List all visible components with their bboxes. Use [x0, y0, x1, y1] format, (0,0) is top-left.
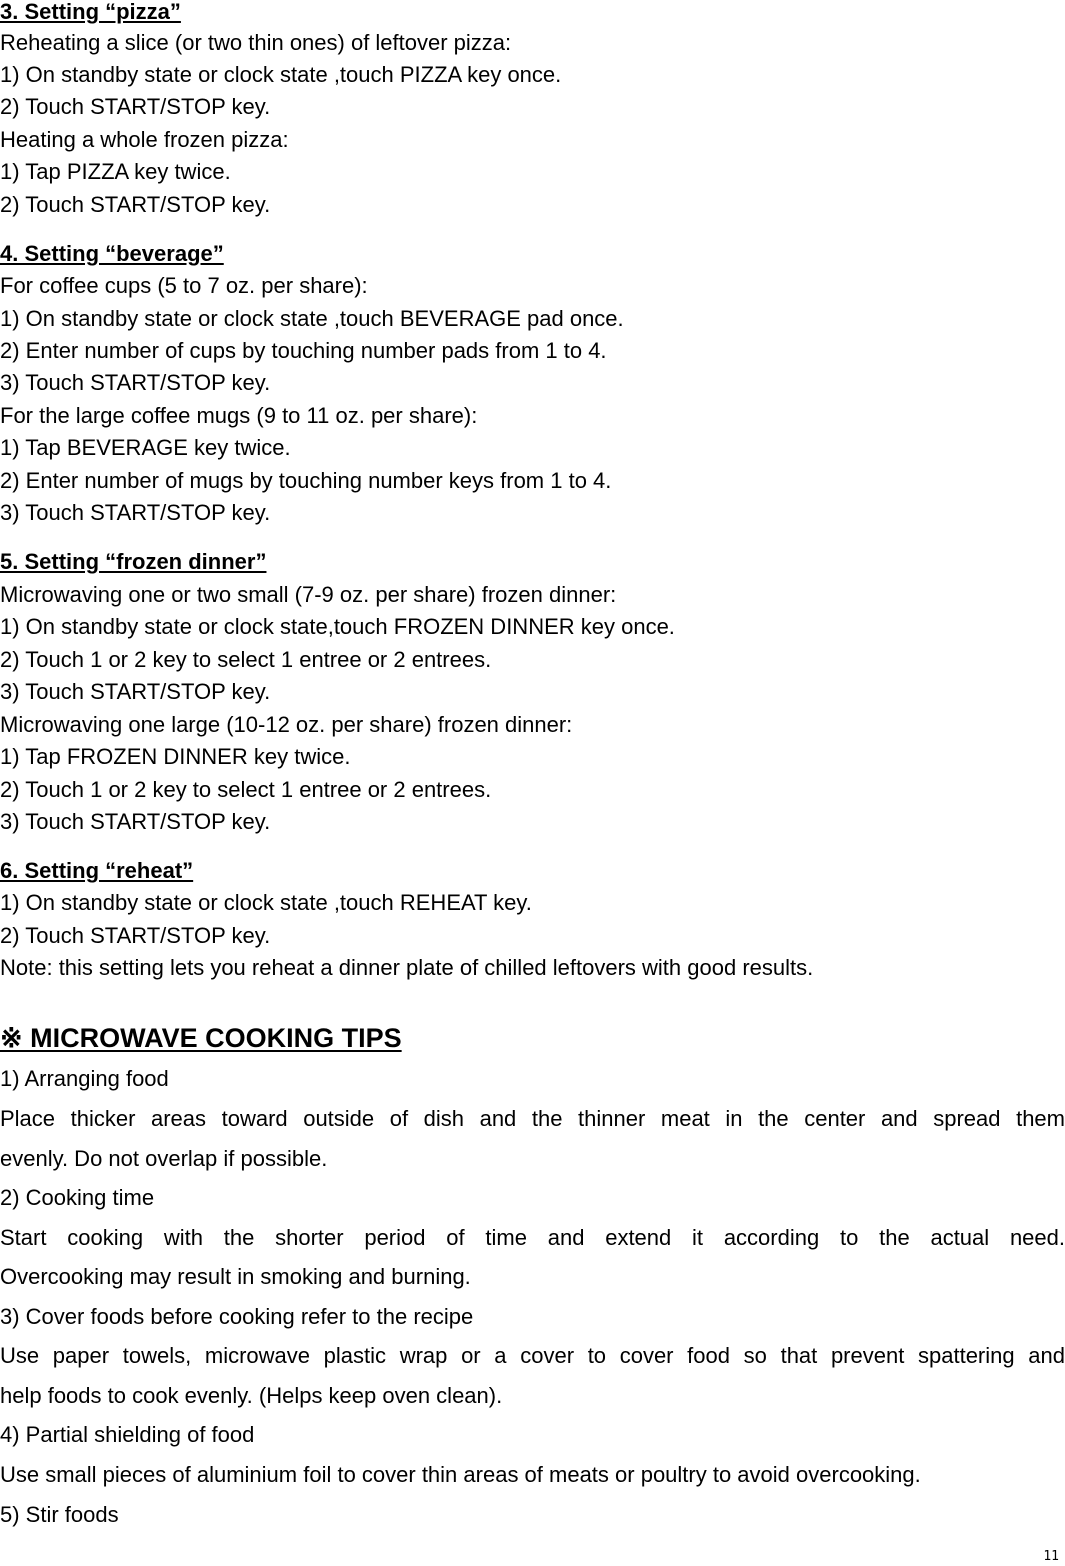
section-heading-beverage: 4. Setting “beverage”: [0, 241, 224, 266]
section-heading-reheat: 6. Setting “reheat”: [0, 858, 194, 883]
reheat-note: Note: this setting lets you reheat a dinner plate of chilled leftovers with good results.: [0, 955, 814, 980]
frozen-dinner-line: 2) Touch 1 or 2 key to select 1 entree or 2 entrees.: [0, 777, 492, 802]
tip-title-partial-shielding: 4) Partial shielding of food: [0, 1422, 255, 1447]
section-heading-pizza: 3. Setting “pizza”: [0, 0, 181, 24]
reheat-line: 2) Touch START/STOP key.: [0, 923, 271, 948]
pizza-line: 1) Tap PIZZA key twice.: [0, 159, 231, 184]
tip-title-stir-foods: 5) Stir foods: [0, 1502, 119, 1527]
pizza-line: 2) Touch START/STOP key.: [0, 94, 271, 119]
beverage-line: For the large coffee mugs (9 to 11 oz. per share):: [0, 403, 478, 428]
beverage-line: 1) On standby state or clock state ,touch BEVERAGE pad once.: [0, 306, 624, 331]
tip-body-partial-shielding: Use small pieces of aluminium foil to cover thin areas of meats or poultry to avoid overcooking.: [0, 1462, 921, 1487]
tip-title-arranging-food: 1) Arranging food: [0, 1066, 169, 1091]
tip-body-cooking-time-end: Overcooking may result in smoking and burning.: [0, 1264, 471, 1289]
page-number: 11: [1043, 1549, 1059, 1564]
frozen-dinner-line: 3) Touch START/STOP key.: [0, 679, 271, 704]
pizza-line: 2) Touch START/STOP key.: [0, 192, 271, 217]
beverage-line: For coffee cups (5 to 7 oz. per share):: [0, 273, 368, 298]
beverage-line: 3) Touch START/STOP key.: [0, 500, 271, 525]
tip-body-cover-foods: Use paper towels, microwave plastic wrap or a cover to cover food so that prevent spattering and: [0, 1343, 1065, 1368]
frozen-dinner-line: 3) Touch START/STOP key.: [0, 809, 271, 834]
beverage-line: 1) Tap BEVERAGE key twice.: [0, 435, 291, 460]
beverage-line: 2) Enter number of cups by touching number pads from 1 to 4.: [0, 338, 607, 363]
tip-body-arranging-food: Place thicker areas toward outside of dish and the thinner meat in the center and spread them: [0, 1106, 1065, 1131]
beverage-line: 3) Touch START/STOP key.: [0, 370, 271, 395]
tip-title-cooking-time: 2) Cooking time: [0, 1185, 155, 1210]
pizza-line: Heating a whole frozen pizza:: [0, 127, 289, 152]
frozen-dinner-line: Microwaving one large (10-12 oz. per share) frozen dinner:: [0, 712, 573, 737]
frozen-dinner-line: 1) On standby state or clock state,touch FROZEN DINNER key once.: [0, 614, 675, 639]
tip-body-cover-foods-end: help foods to cook evenly. (Helps keep oven clean).: [0, 1383, 503, 1408]
frozen-dinner-line: 1) Tap FROZEN DINNER key twice.: [0, 744, 351, 769]
frozen-dinner-line: Microwaving one or two small (7-9 oz. per share) frozen dinner:: [0, 582, 617, 607]
tip-title-cover-foods: 3) Cover foods before cooking refer to the recipe: [0, 1304, 474, 1329]
pizza-line: Reheating a slice (or two thin ones) of leftover pizza:: [0, 30, 512, 55]
section-heading-frozen-dinner: 5. Setting “frozen dinner”: [0, 549, 267, 574]
reheat-line: 1) On standby state or clock state ,touch REHEAT key.: [0, 890, 532, 915]
frozen-dinner-line: 2) Touch 1 or 2 key to select 1 entree or 2 entrees.: [0, 647, 492, 672]
tip-body-arranging-food-end: evenly. Do not overlap if possible.: [0, 1146, 328, 1171]
tips-heading: ※ MICROWAVE COOKING TIPS: [0, 1023, 402, 1053]
tip-body-cooking-time: Start cooking with the shorter period of time and extend it according to the actual need.: [0, 1225, 1065, 1250]
beverage-line: 2) Enter number of mugs by touching number keys from 1 to 4.: [0, 468, 612, 493]
pizza-line: 1) On standby state or clock state ,touch PIZZA key once.: [0, 62, 562, 87]
